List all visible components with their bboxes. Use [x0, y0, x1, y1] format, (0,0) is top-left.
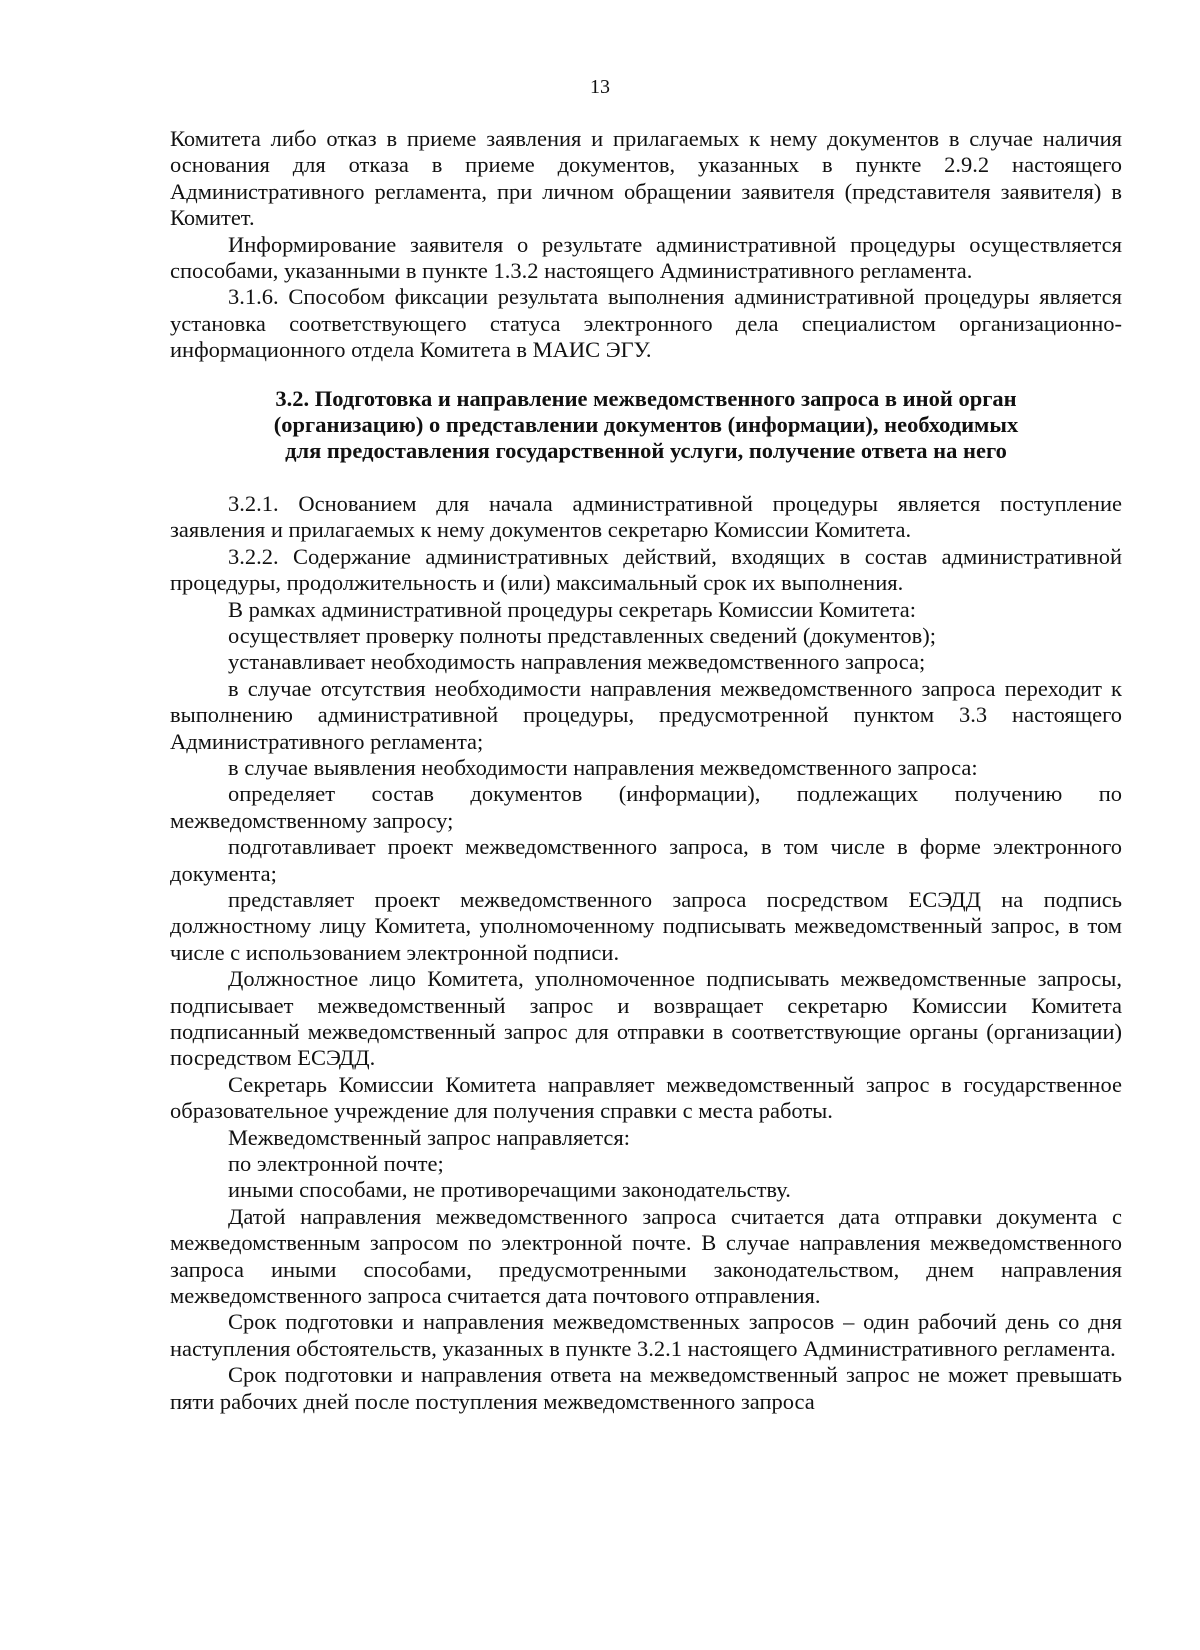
section-heading-line: (организацию) о представлении документов (информации), необходимых	[273, 412, 1019, 438]
document-body	[170, 126, 1122, 1415]
paragraph: определяет состав документов (информации), подлежащих получению по межведомственному запросу;	[170, 781, 1122, 833]
paragraph: Комитета либо отказ в приеме заявления и прилагаемых к нему документов в случае наличия основания для отказа в приеме документов, указанных в пункте 2.9.2 настоящего Административного регламента, при личном обращении заявителя (представителя заявителя) в Комитет.	[170, 126, 1122, 231]
paragraphs-after	[170, 491, 1122, 1415]
section-heading	[170, 386, 1122, 465]
paragraph: 3.1.6. Способом фиксации результата выполнения административной процедуры является установка соответствующего статуса электронного дела специалистом организационно-информационного отдела Комитета в МАИС ЭГУ.	[170, 284, 1122, 363]
paragraph: подготавливает проект межведомственного запроса, в том числе в форме электронного документа;	[170, 834, 1122, 886]
section-heading-line: 3.2. Подготовка и направление межведомственного запроса в иной орган	[275, 385, 1017, 411]
paragraph: по электронной почте;	[228, 1151, 444, 1177]
paragraph: Межведомственный запрос направляется:	[228, 1124, 630, 1150]
paragraph: осуществляет проверку полноты представленных сведений (документов);	[228, 622, 936, 648]
page-number: 13	[590, 76, 610, 98]
paragraph: Должностное лицо Комитета, уполномоченное подписывать межведомственные запросы, подписывает межведомственный запрос и возвращает секретарю Комиссии Комитета подписанный межведомственный запрос для отправки в соответствующие органы (организации) посредством ЕСЭДД.	[170, 966, 1122, 1071]
paragraph: Датой направления межведомственного запроса считается дата отправки документа с межведомственным запросом по электронной почте. В случае направления межведомственного запроса иными способами, предусмотренными законодательством, днем направления межведомственного запроса считается дата почтового отправления.	[170, 1203, 1122, 1309]
paragraph: иными способами, не противоречащими законодательству.	[228, 1177, 791, 1203]
paragraph: Информирование заявителя о результате административной процедуры осуществляется способами, указанными в пункте 1.3.2 настоящего Административного регламента.	[170, 231, 1122, 284]
section-heading-line: для предоставления государственной услуги, получение ответа на него	[285, 438, 1007, 464]
paragraph: 3.2.2. Содержание административных действий, входящих в состав административной процедуры, продолжительность и (или) максимальный срок их выполнения.	[170, 543, 1122, 596]
paragraph: Срок подготовки и направления ответа на межведомственный запрос не может превышать пяти рабочих дней после поступления межведомственного запроса	[170, 1362, 1122, 1414]
paragraph: 3.2.1. Основанием для начала административной процедуры является поступление заявления и прилагаемых к нему документов секретарю Комиссии Комитета.	[170, 490, 1122, 543]
paragraph: представляет проект межведомственного запроса посредством ЕСЭДД на подпись должностному лицу Комитета, уполномоченному подписывать межведомственный запрос, в том числе с использованием электронной подписи.	[170, 886, 1122, 965]
paragraph: В рамках административной процедуры секретарь Комиссии Комитета:	[228, 596, 916, 622]
paragraph: Секретарь Комиссии Комитета направляет межведомственный запрос в государственное образовательное учреждение для получения справки с места работы.	[170, 1071, 1122, 1124]
paragraph: Срок подготовки и направления межведомственных запросов – один рабочий день со дня наступления обстоятельств, указанных в пункте 3.2.1 настоящего Административного регламента.	[170, 1309, 1122, 1361]
paragraphs-before	[170, 126, 1122, 364]
paragraph: в случае выявления необходимости направления межведомственного запроса:	[228, 754, 978, 780]
paragraph: в случае отсутствия необходимости направления межведомственного запроса переходит к выполнению административной процедуры, предусмотренной пунктом 3.3 настоящего Административного регламента;	[170, 675, 1122, 754]
paragraph: устанавливает необходимость направления межведомственного запроса;	[228, 649, 926, 675]
